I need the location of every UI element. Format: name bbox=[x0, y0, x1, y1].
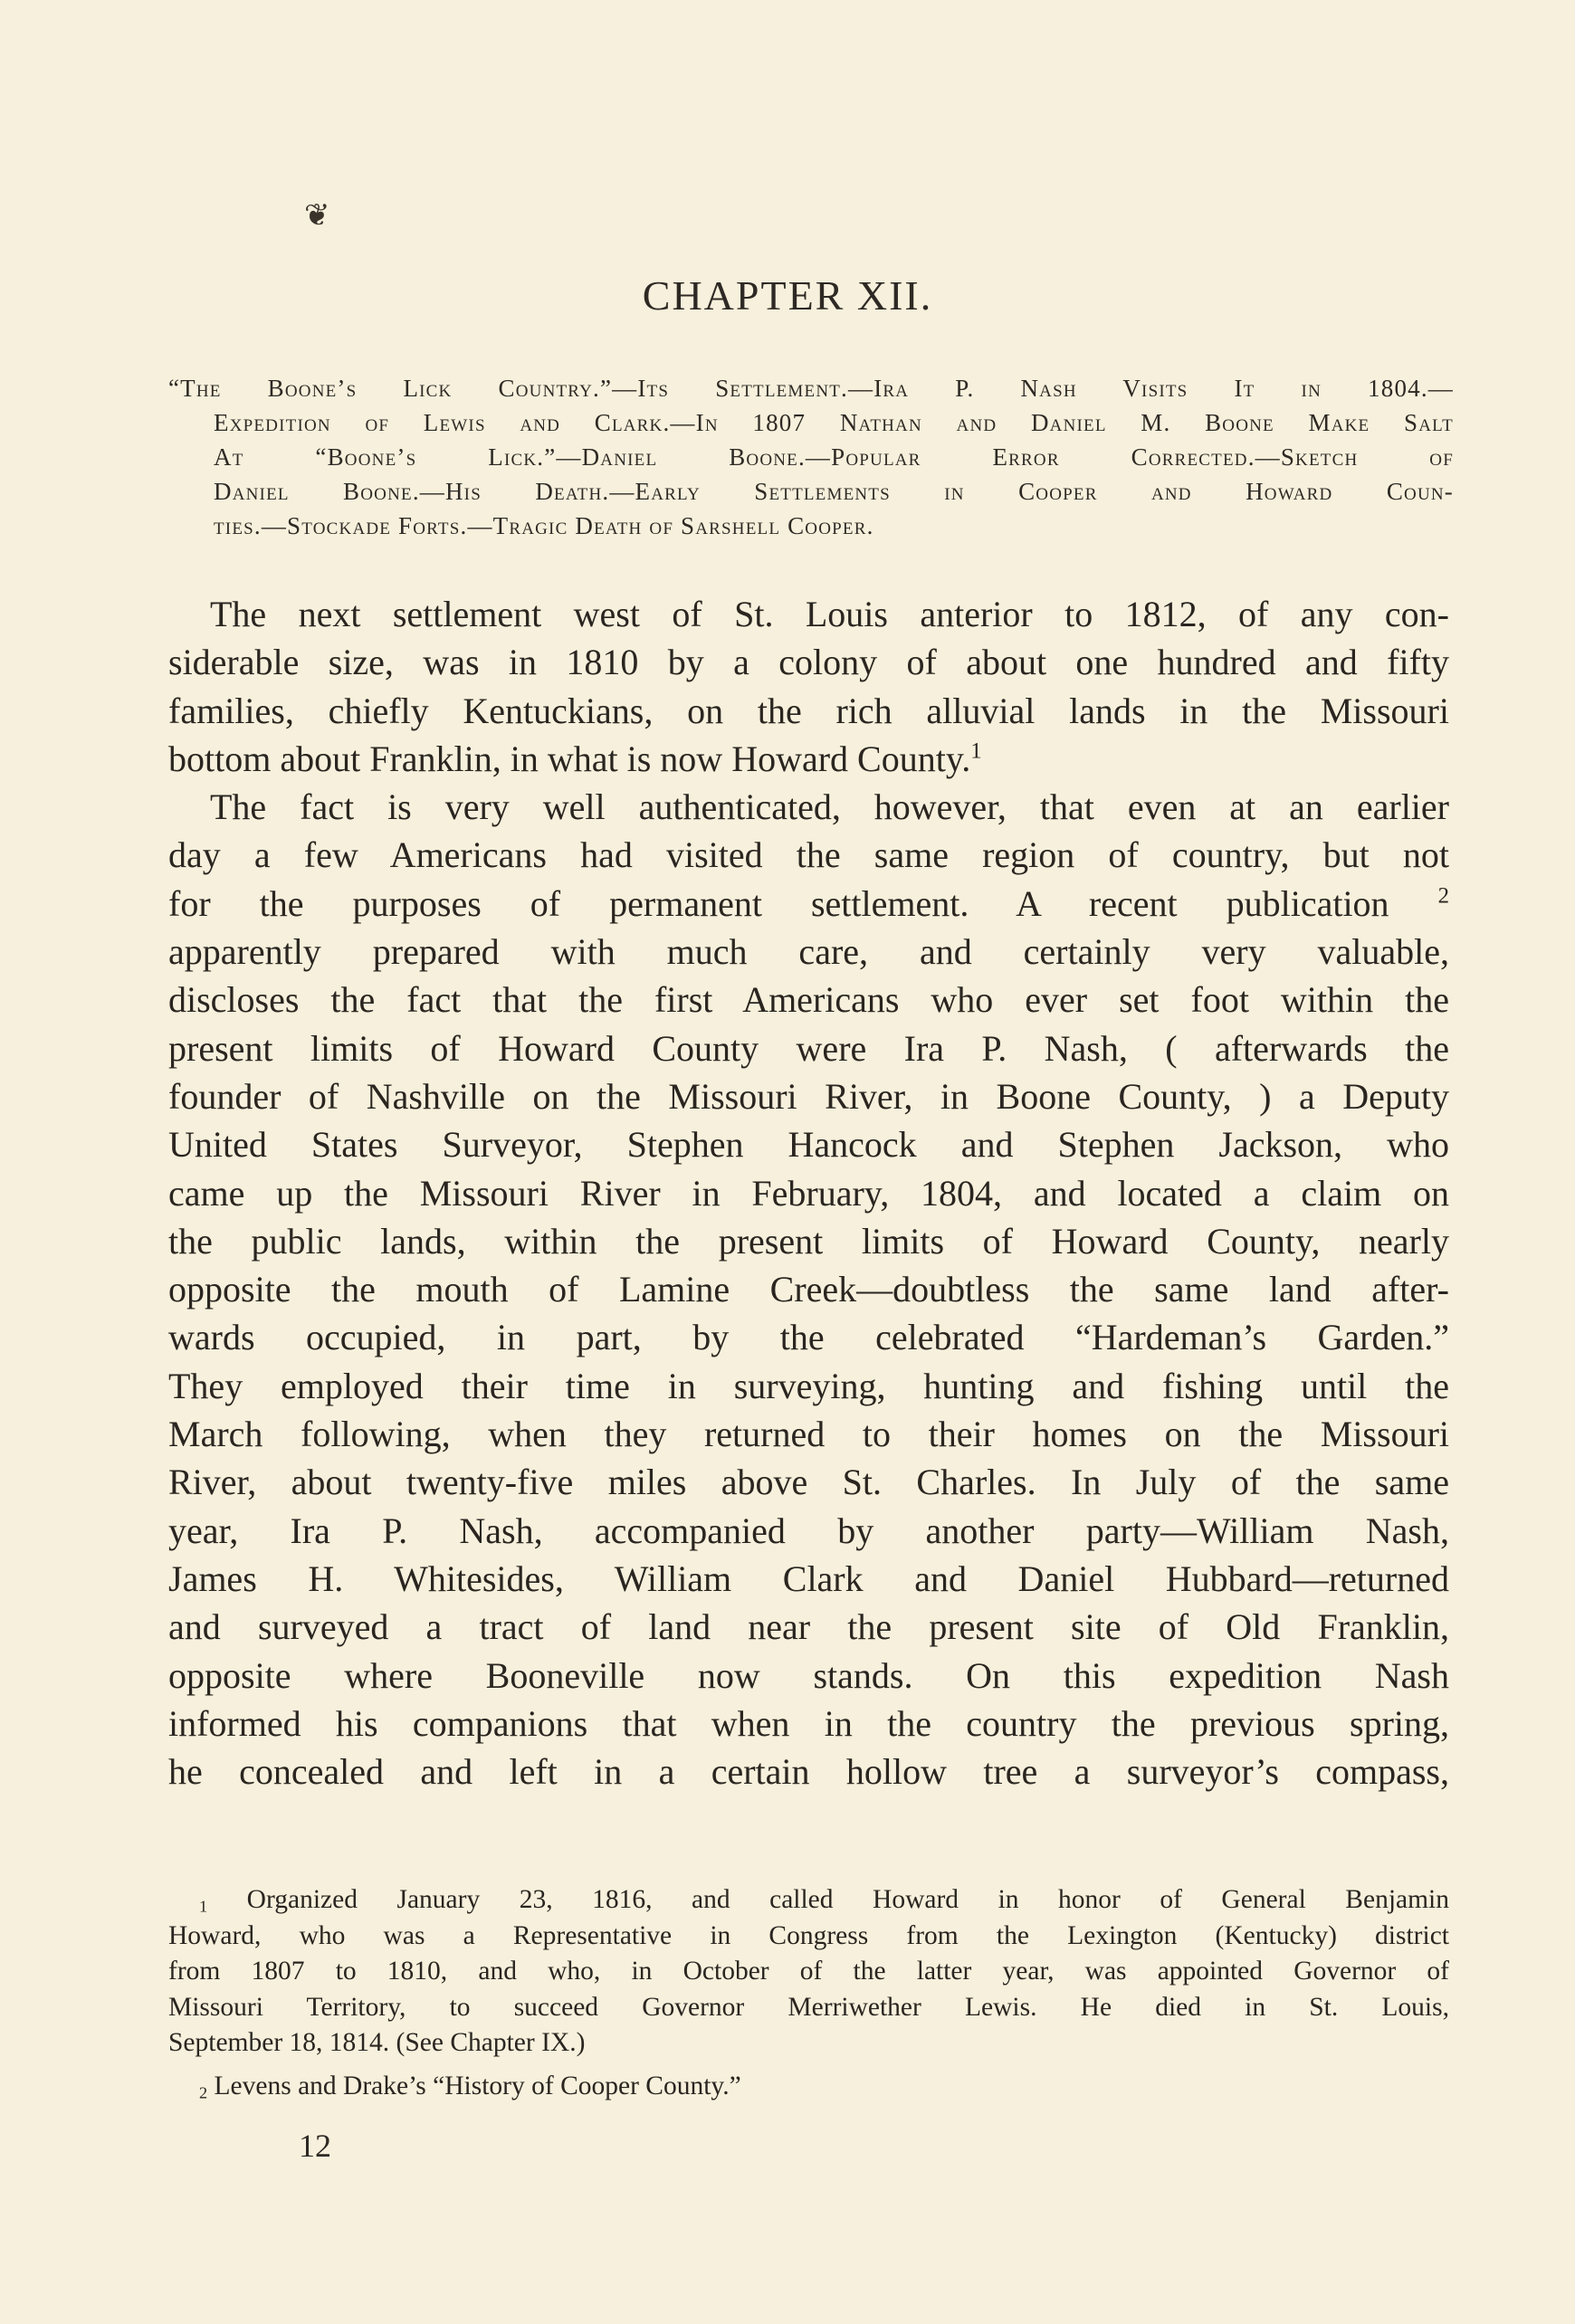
footnotes bbox=[168, 1882, 1449, 2104]
body-line: families, chiefly Kentuckians, on the rich alluvial lands in the Missouri bbox=[168, 690, 1449, 731]
footnote-2-marker: 2 bbox=[199, 2083, 208, 2102]
body-line: came up the Missouri River in February, 1804, and located a claim on bbox=[168, 1172, 1449, 1214]
body-line: The fact is very well authenticated, however, that even at an earlier bbox=[210, 786, 1449, 828]
body-line: and surveyed a tract of land near the present site of Old Franklin, bbox=[168, 1606, 1449, 1648]
body-line: year, Ira P. Nash, accompanied by another party—William Nash, bbox=[168, 1510, 1449, 1551]
body-line: opposite where Booneville now stands. On this expedition Nash bbox=[168, 1654, 1449, 1696]
footnote-1-line bbox=[168, 1882, 1449, 1919]
footnote-2-text: Levens and Drake’s “History of Cooper County.” bbox=[214, 2071, 741, 2100]
body-line: founder of Nashville on the Missouri River, in Boone County, ) a Deputy bbox=[168, 1075, 1449, 1117]
body-line: the public lands, within the present limits of Howard County, nearly bbox=[168, 1220, 1449, 1262]
footnote-1-line: from 1807 to 1810, and who, in October of the latter year, was appointed Governor of bbox=[168, 1957, 1449, 1986]
synopsis-line: “The Boone’s Lick Country.”—Its Settlement.—Ira P. Nash Visits It in 1804.— bbox=[168, 375, 1454, 402]
body-line: he concealed and left in a certain hollow tree a surveyor’s compass, bbox=[168, 1751, 1449, 1793]
body-line-text: bottom about Franklin, in what is now Howard County. bbox=[168, 738, 971, 779]
body-line: siderable size, was in 1810 by a colony of about one hundred and fifty bbox=[168, 642, 1449, 683]
body-line: March following, when they returned to their homes on the Missouri bbox=[168, 1414, 1449, 1455]
body-text bbox=[168, 590, 1449, 1795]
footnote-1-line: September 18, 1814. (See Chapter IX.) bbox=[168, 2028, 586, 2057]
synopsis-line: ties.—Stockade Forts.—Tragic Death of Sarshell Cooper. bbox=[214, 512, 874, 539]
body-line: day a few Americans had visited the same region of country, but not bbox=[168, 834, 1449, 876]
body-line: wards occupied, in part, by the celebrated “Hardeman’s Garden.” bbox=[168, 1317, 1449, 1358]
printer-ornament-icon: ❦ bbox=[304, 197, 330, 233]
page-number: 12 bbox=[299, 2128, 331, 2164]
body-line: They employed their time in surveying, hunting and fishing until the bbox=[168, 1365, 1449, 1406]
footnote-1-marker: 1 bbox=[199, 1897, 208, 1916]
body-line: informed his companions that when in the country the previous spring, bbox=[168, 1702, 1449, 1744]
footnote-reference-1: 1 bbox=[970, 738, 982, 764]
body-line: The next settlement west of St. Louis anterior to 1812, of any con- bbox=[210, 594, 1449, 634]
body-line: discloses the fact that the first Americans who ever set foot within the bbox=[168, 979, 1449, 1021]
synopsis-line: At “Boone’s Lick.”—Daniel Boone.—Popular Error Corrected.—Sketch of bbox=[214, 443, 1454, 471]
footnote-2-line bbox=[168, 2069, 1449, 2105]
synopsis-line: Daniel Boone.—His Death.—Early Settlements in Cooper and Howard Coun- bbox=[214, 478, 1454, 505]
footnote-1-line: Howard, who was a Representative in Congress from the Lexington (Kentucky) district bbox=[168, 1920, 1449, 1950]
footnote-1-line: Missouri Territory, to succeed Governor Merriwether Lewis. He died in St. Louis, bbox=[168, 1992, 1449, 2022]
body-line: opposite the mouth of Lamine Creek—doubtless the same land after- bbox=[168, 1269, 1449, 1310]
body-line: United States Surveyor, Stephen Hancock and Stephen Jackson, who bbox=[168, 1124, 1449, 1166]
body-line bbox=[168, 735, 1449, 783]
footnote-reference-2: 2 bbox=[1437, 883, 1449, 909]
synopsis-line: Expedition of Lewis and Clark.—In 1807 Nathan and Daniel M. Boone Make Salt bbox=[214, 409, 1454, 436]
chapter-synopsis bbox=[168, 371, 1454, 543]
body-line: apparently prepared with much care, and certainly very valuable, bbox=[168, 931, 1449, 973]
footnote-1-text: Organized January 23, 1816, and called Howard in honor of General Benjamin bbox=[246, 1885, 1449, 1914]
chapter-title: CHAPTER XII. bbox=[642, 272, 933, 319]
body-line bbox=[168, 880, 1449, 928]
body-line-text: for the purposes of permanent settlement. A recent publication bbox=[168, 882, 1389, 924]
body-line: present limits of Howard County were Ira P. Nash, ( afterwards the bbox=[168, 1027, 1449, 1069]
body-line: River, about twenty-five miles above St. Charles. In July of the same bbox=[168, 1462, 1449, 1503]
body-line: James H. Whitesides, William Clark and Daniel Hubbard—returned bbox=[168, 1557, 1449, 1599]
